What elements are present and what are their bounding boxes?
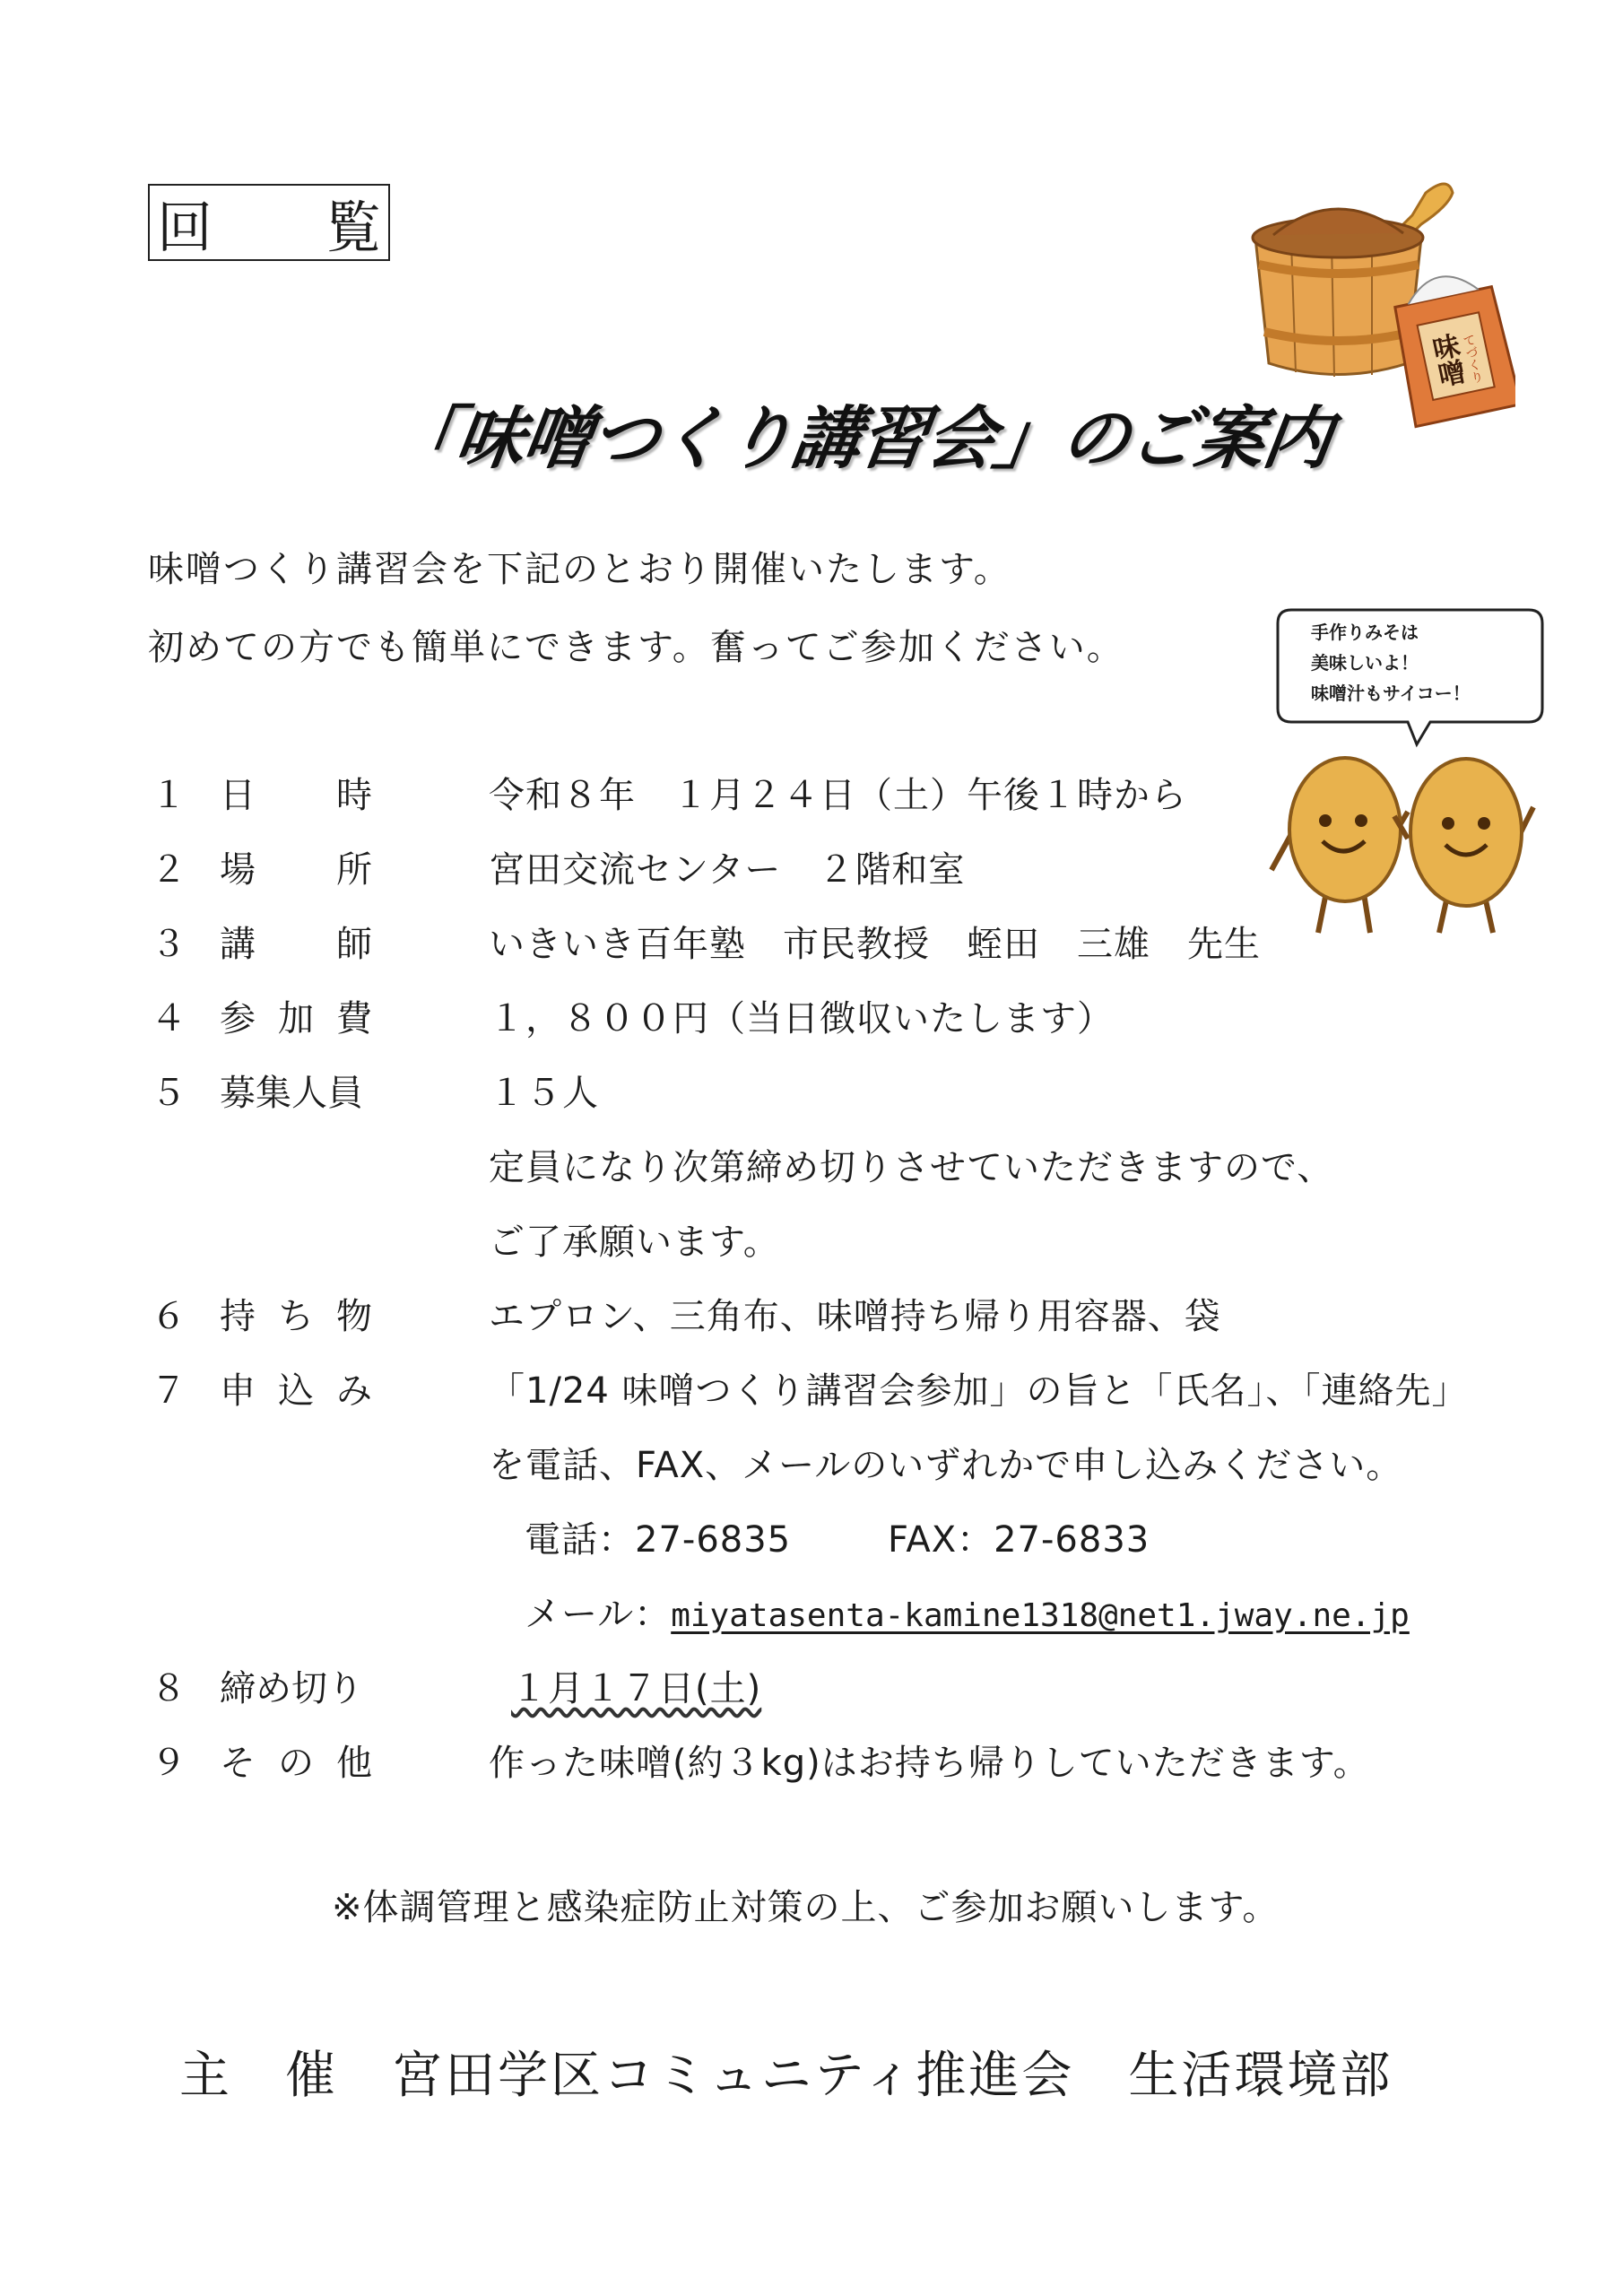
item-row-1 — [0, 767, 1623, 821]
item-label: そ の 他 — [220, 1743, 372, 1784]
item-label: 募集人員 — [220, 1073, 363, 1114]
speech-line-2: 美味しいよ！ — [1311, 652, 1419, 674]
capacity-note-2: ご了承願います。 — [489, 1222, 780, 1263]
item-row-6 — [0, 1288, 1623, 1342]
item-number: ８ — [151, 1668, 187, 1709]
sponsor-line — [179, 2036, 1446, 2108]
contact-fax: FAX：27-6833 — [888, 1519, 1150, 1561]
item-row-8 — [0, 1660, 1623, 1714]
sponsor-org: 宮田学区コミュニティ推進会 — [392, 2047, 1075, 2105]
speech-line-1: 手作りみそは — [1311, 622, 1419, 643]
item-row-2 — [0, 841, 1623, 895]
item-value-capacity: １５人 — [489, 1073, 599, 1114]
item-label: 締め切り — [220, 1668, 363, 1709]
item-number: ２ — [151, 849, 187, 891]
item-value-belongings: エプロン、三角布、味噌持ち帰り用容器、袋 — [489, 1296, 1221, 1337]
contact-mail-row — [525, 1586, 1410, 1637]
intro-line-2: 初めての方でも簡単にできます。奮ってご参加ください。 — [148, 627, 1124, 668]
item-number: ９ — [151, 1743, 187, 1784]
item-value-instructor: いきいき百年塾 市民教授 蛭田 三雄 先生 — [489, 924, 1261, 965]
circulation-char-2: 覧 — [325, 194, 381, 260]
item-value-place: 宮田交流センター ２階和室 — [489, 849, 966, 891]
item-label: 場 所 — [220, 849, 372, 891]
item-number: ４ — [151, 998, 187, 1039]
circulation-char-1: 回 — [157, 194, 213, 260]
health-note: ※体調管理と感染症防止対策の上、ご参加お願いします。 — [332, 1887, 1280, 1928]
item-value-other: 作った味噌(約３kg)はお持ち帰りしていただきます。 — [489, 1743, 1370, 1784]
item-label: 参 加 費 — [220, 998, 372, 1039]
item-number: ６ — [151, 1296, 187, 1337]
item-row-4 — [0, 990, 1623, 1044]
item-number: １ — [151, 775, 187, 816]
contact-tel: 電話：27-6835 — [525, 1519, 792, 1561]
item-row-9 — [0, 1735, 1623, 1788]
item-value-deadline: １月１７日(土) — [511, 1668, 762, 1709]
application-method: を電話、FAX、メールのいずれかで申し込みください。 — [489, 1445, 1403, 1486]
item-value-application: 「1/24 味噌つくり講習会参加」の旨と「氏名」、「連絡先」 — [489, 1370, 1469, 1412]
item-row-7 — [0, 1362, 1623, 1416]
page-title: 「味噌つくり講習会」のご案内 — [383, 398, 1337, 478]
speech-bubble-text — [1311, 617, 1471, 709]
item-label: 講 師 — [220, 924, 372, 965]
capacity-note-1: 定員になり次第締め切りさせていただきますので、 — [489, 1147, 1334, 1188]
bag-sublabel: てづくり — [1460, 332, 1485, 386]
item-number: ３ — [151, 924, 187, 965]
item-value-fee: １，８００円（当日徴収いたします） — [489, 998, 1114, 1039]
item-label: 持 ち 物 — [220, 1296, 372, 1337]
item-number: ７ — [151, 1370, 187, 1412]
contact-mail-label: メール： — [525, 1594, 672, 1635]
circulation-stamp — [148, 184, 390, 261]
contact-mail-link[interactable]: miyatasenta-kamine1318@net1.jway.ne.jp — [671, 1597, 1410, 1634]
sponsor-dept: 生活環境部 — [1128, 2047, 1393, 2105]
speech-line-3: 味噌汁もサイコー！ — [1311, 683, 1471, 704]
item-number: ５ — [151, 1073, 187, 1114]
item-row-5 — [0, 1065, 1623, 1118]
bag-label: 味噌 — [1425, 330, 1467, 390]
sponsor-label: 主 催 — [179, 2047, 338, 2105]
item-label: 申 込 み — [220, 1370, 372, 1412]
intro-line-1: 味噌つくり講習会を下記のとおり開催いたします。 — [148, 549, 1011, 590]
item-row-3 — [0, 916, 1623, 970]
item-value-date: 令和８年 １月２４日（土）午後１時から — [489, 775, 1187, 816]
item-label: 日 時 — [220, 775, 372, 816]
